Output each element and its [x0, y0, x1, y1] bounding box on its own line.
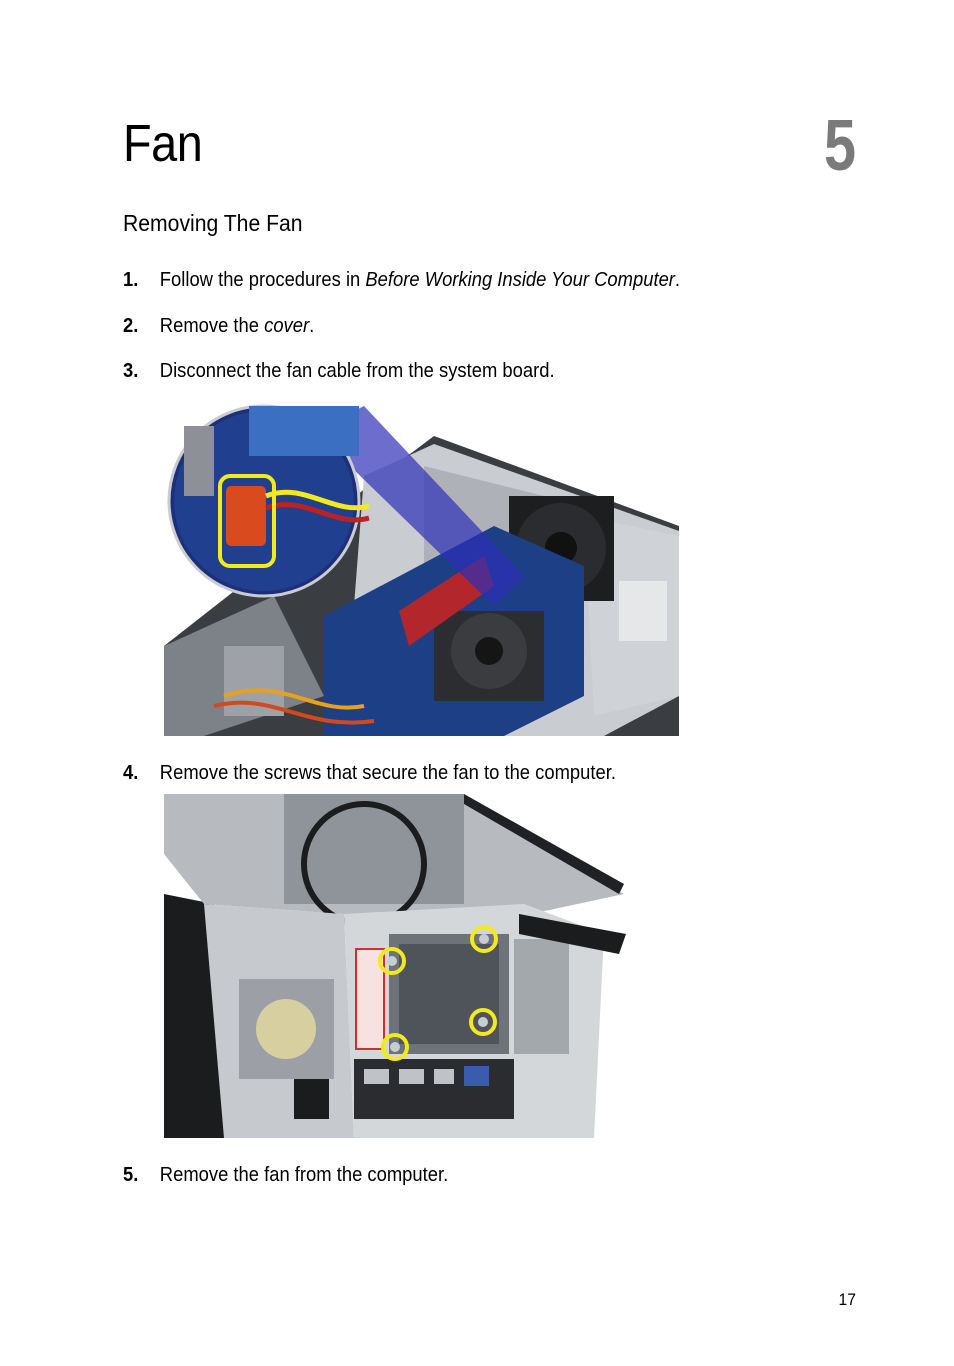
- step-number: 3.: [123, 360, 139, 382]
- step-text: Remove the fan from the computer.: [159, 1164, 449, 1186]
- chapter-number: 5: [823, 106, 856, 186]
- step-number: 2.: [123, 315, 139, 337]
- step-punct: .: [674, 269, 681, 291]
- page-number: 17: [838, 1290, 856, 1309]
- step-2: [123, 316, 314, 336]
- computer-interior-fan-cable-photo-icon: [164, 396, 679, 736]
- figure-fan-cable: [164, 396, 679, 736]
- step-text: Remove the: [159, 315, 265, 337]
- step-5: [123, 1165, 448, 1185]
- chapter-title: Fan: [123, 115, 203, 173]
- step-text: Remove the screws that secure the fan to the computer.: [159, 762, 616, 784]
- step-punct: .: [309, 315, 315, 337]
- cover-link[interactable]: cover: [264, 315, 310, 337]
- step-4: [123, 763, 616, 783]
- computer-rear-fan-screws-photo-icon: [164, 794, 626, 1138]
- step-text: Follow the procedures in: [159, 269, 366, 291]
- before-working-link[interactable]: Before Working Inside Your Computer: [365, 269, 675, 291]
- step-3: [123, 361, 555, 381]
- step-number: 5.: [123, 1164, 139, 1186]
- step-number: 1.: [123, 269, 139, 291]
- section-title: Removing The Fan: [123, 210, 303, 236]
- step-text: Disconnect the fan cable from the system board.: [159, 360, 555, 382]
- figure-fan-screws: [164, 794, 626, 1138]
- step-1: [123, 270, 680, 290]
- step-number: 4.: [123, 762, 139, 784]
